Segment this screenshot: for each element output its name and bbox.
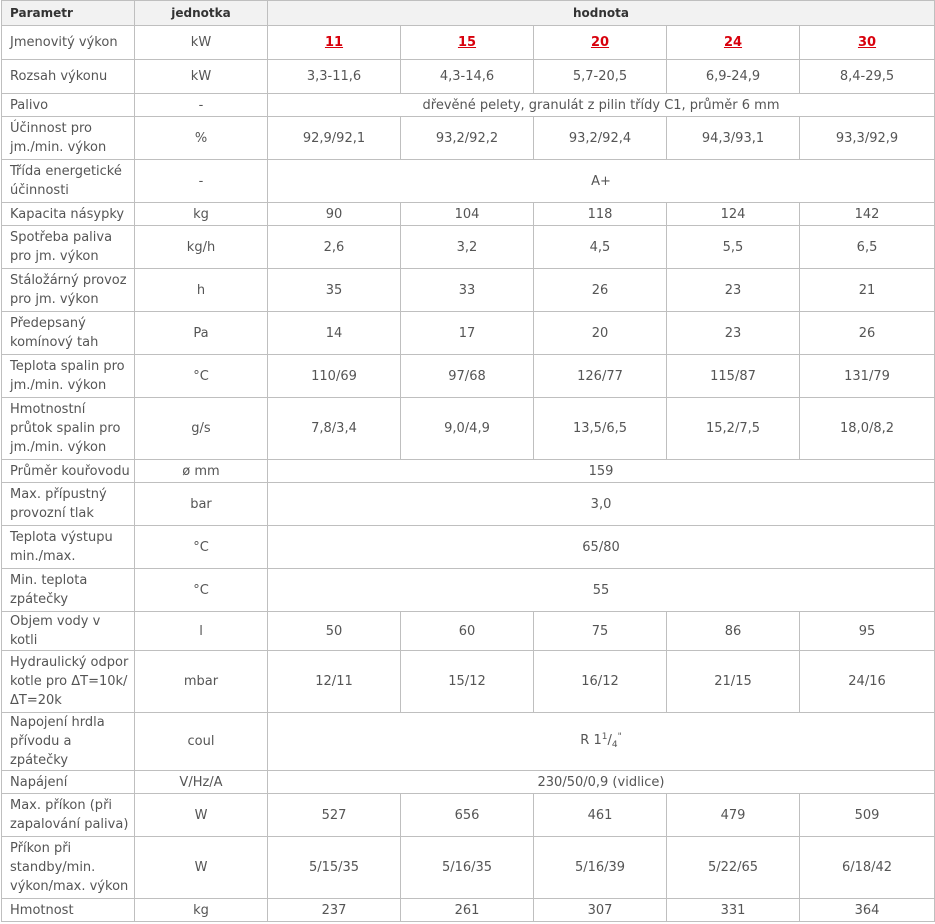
param-cell: Max. příkon (při zapalování paliva) [2, 794, 135, 837]
table-row [2, 526, 935, 569]
model-link-20[interactable]: 20 [590, 35, 610, 50]
value-cell: 3,2 [401, 226, 534, 269]
value-cell: 23 [667, 312, 800, 355]
table-row [2, 26, 935, 60]
param-cell: Průměr kouřovodu [2, 460, 135, 483]
value-cell: 93,2/92,4 [534, 117, 667, 160]
table-row [2, 226, 935, 269]
value-cell: 461 [534, 794, 667, 837]
merged-value-cell: 159 [268, 460, 935, 483]
value-cell: 124 [667, 203, 800, 226]
value-cell: 26 [534, 269, 667, 312]
unit-cell: - [135, 160, 268, 203]
value-cell: 60 [401, 612, 534, 651]
value-cell: 15/12 [401, 651, 534, 713]
table-row [2, 794, 935, 837]
table-row [2, 160, 935, 203]
value-cell: 93,2/92,2 [401, 117, 534, 160]
value-cell: 24/16 [800, 651, 935, 713]
param-cell: Min. teplota zpátečky [2, 569, 135, 612]
thread-size-base: R 1 [580, 733, 602, 748]
value-cell: 4,3-14,6 [401, 60, 534, 94]
param-cell: Hmotnostní průtok spalin pro jm./min. výkon [2, 398, 135, 460]
value-cell: 35 [268, 269, 401, 312]
unit-cell: h [135, 269, 268, 312]
param-cell: Spotřeba paliva pro jm. výkon [2, 226, 135, 269]
table-body [2, 26, 935, 922]
table-row [2, 94, 935, 117]
value-cell: 20 [534, 312, 667, 355]
param-cell: Kapacita násypky [2, 203, 135, 226]
value-cell: 110/69 [268, 355, 401, 398]
unit-cell: V/Hz/A [135, 771, 268, 794]
value-cell: 93,3/92,9 [800, 117, 935, 160]
value-cell: 261 [401, 899, 534, 922]
value-cell: 118 [534, 203, 667, 226]
unit-cell: °C [135, 526, 268, 569]
model-link-30[interactable]: 30 [857, 35, 877, 50]
value-cell: 95 [800, 612, 935, 651]
unit-cell: kg/h [135, 226, 268, 269]
header-value: hodnota [268, 1, 935, 26]
param-cell: Stáložárný provoz pro jm. výkon [2, 269, 135, 312]
value-cell: 7,8/3,4 [268, 398, 401, 460]
value-cell: 75 [534, 612, 667, 651]
value-cell: 16/12 [534, 651, 667, 713]
value-cell: 509 [800, 794, 935, 837]
table-row [2, 569, 935, 612]
unit-cell: Pa [135, 312, 268, 355]
value-cell: 21 [800, 269, 935, 312]
value-cell: 97/68 [401, 355, 534, 398]
value-cell: 8,4-29,5 [800, 60, 935, 94]
param-cell: Napájení [2, 771, 135, 794]
unit-cell: kW [135, 60, 268, 94]
unit-cell: bar [135, 483, 268, 526]
model-cell [268, 26, 401, 60]
table-row [2, 203, 935, 226]
merged-value-cell [268, 713, 935, 771]
header-param: Parametr [2, 1, 135, 26]
unit-cell: g/s [135, 398, 268, 460]
param-cell: Teplota spalin pro jm./min. výkon [2, 355, 135, 398]
value-cell: 18,0/8,2 [800, 398, 935, 460]
value-cell: 3,3-11,6 [268, 60, 401, 94]
thread-size-denominator: 4 [611, 740, 618, 750]
value-cell: 90 [268, 203, 401, 226]
param-cell: Příkon při standby/min. výkon/max. výkon [2, 837, 135, 899]
thread-size-numerator: 1 [601, 732, 608, 742]
unit-cell: l [135, 612, 268, 651]
table-row [2, 398, 935, 460]
value-cell: 23 [667, 269, 800, 312]
param-cell: Předepsaný komínový tah [2, 312, 135, 355]
unit-cell: kg [135, 203, 268, 226]
value-cell: 131/79 [800, 355, 935, 398]
table-row [2, 899, 935, 922]
merged-value-cell: 55 [268, 569, 935, 612]
value-cell: 14 [268, 312, 401, 355]
header-row [2, 1, 935, 26]
value-cell: 126/77 [534, 355, 667, 398]
merged-value-cell: 65/80 [268, 526, 935, 569]
value-cell: 2,6 [268, 226, 401, 269]
unit-cell: °C [135, 355, 268, 398]
value-cell: 5,7-20,5 [534, 60, 667, 94]
model-link-24[interactable]: 24 [723, 35, 743, 50]
unit-cell: - [135, 94, 268, 117]
param-cell: Rozsah výkonu [2, 60, 135, 94]
table-row [2, 612, 935, 651]
unit-cell: °C [135, 569, 268, 612]
value-cell: 15,2/7,5 [667, 398, 800, 460]
value-cell: 331 [667, 899, 800, 922]
fraction-slash: / [607, 733, 612, 748]
value-cell: 142 [800, 203, 935, 226]
value-cell: 237 [268, 899, 401, 922]
table-row [2, 460, 935, 483]
unit-cell: % [135, 117, 268, 160]
value-cell: 6,9-24,9 [667, 60, 800, 94]
param-cell: Max. přípustný provozní tlak [2, 483, 135, 526]
unit-cell: coul [135, 713, 268, 771]
table-row [2, 483, 935, 526]
value-cell: 307 [534, 899, 667, 922]
unit-cell: mbar [135, 651, 268, 713]
value-cell: 21/15 [667, 651, 800, 713]
param-cell: Teplota výstupu min./max. [2, 526, 135, 569]
value-cell: 5/22/65 [667, 837, 800, 899]
header-unit: jednotka [135, 1, 268, 26]
table-row [2, 651, 935, 713]
model-cell [534, 26, 667, 60]
value-cell: 33 [401, 269, 534, 312]
merged-value-cell: dřevěné pelety, granulát z pilin třídy C1, průměr 6 mm [268, 94, 935, 117]
table-row [2, 117, 935, 160]
value-cell: 104 [401, 203, 534, 226]
merged-value-cell: 230/50/0,9 (vidlice) [268, 771, 935, 794]
value-cell: 92,9/92,1 [268, 117, 401, 160]
value-cell: 6,5 [800, 226, 935, 269]
value-cell: 26 [800, 312, 935, 355]
table-row [2, 60, 935, 94]
value-cell: 527 [268, 794, 401, 837]
model-cell [800, 26, 935, 60]
value-cell: 5/16/39 [534, 837, 667, 899]
model-link-11[interactable]: 11 [324, 35, 344, 50]
value-cell: 115/87 [667, 355, 800, 398]
model-link-15[interactable]: 15 [457, 35, 477, 50]
param-cell: Účinnost pro jm./min. výkon [2, 117, 135, 160]
param-cell: Palivo [2, 94, 135, 117]
value-cell: 94,3/93,1 [667, 117, 800, 160]
value-cell: 50 [268, 612, 401, 651]
value-cell: 86 [667, 612, 800, 651]
parameters-table [1, 0, 935, 922]
value-cell: 479 [667, 794, 800, 837]
param-cell: Hydraulický odpor kotle pro ΔT=10k/ ΔT=20k [2, 651, 135, 713]
value-cell: 5/15/35 [268, 837, 401, 899]
param-cell: Třída energetické účinnosti [2, 160, 135, 203]
model-cell [401, 26, 534, 60]
value-cell: 656 [401, 794, 534, 837]
table-row [2, 312, 935, 355]
unit-cell: W [135, 794, 268, 837]
table-row [2, 269, 935, 312]
unit-cell: kW [135, 26, 268, 60]
unit-cell: kg [135, 899, 268, 922]
model-cell [667, 26, 800, 60]
merged-value-cell: 3,0 [268, 483, 935, 526]
table-row [2, 771, 935, 794]
inch-mark: " [617, 732, 622, 742]
table-row [2, 713, 935, 771]
param-cell: Hmotnost [2, 899, 135, 922]
unit-cell: W [135, 837, 268, 899]
value-cell: 9,0/4,9 [401, 398, 534, 460]
value-cell: 364 [800, 899, 935, 922]
param-cell: Napojení hrdla přívodu a zpátečky [2, 713, 135, 771]
param-cell: Objem vody v kotli [2, 612, 135, 651]
value-cell: 5,5 [667, 226, 800, 269]
value-cell: 13,5/6,5 [534, 398, 667, 460]
value-cell: 5/16/35 [401, 837, 534, 899]
value-cell: 4,5 [534, 226, 667, 269]
value-cell: 12/11 [268, 651, 401, 713]
value-cell: 17 [401, 312, 534, 355]
table-row [2, 355, 935, 398]
value-cell: 6/18/42 [800, 837, 935, 899]
param-cell: Jmenovitý výkon [2, 26, 135, 60]
merged-value-cell: A+ [268, 160, 935, 203]
unit-cell: ø mm [135, 460, 268, 483]
table-row [2, 837, 935, 899]
